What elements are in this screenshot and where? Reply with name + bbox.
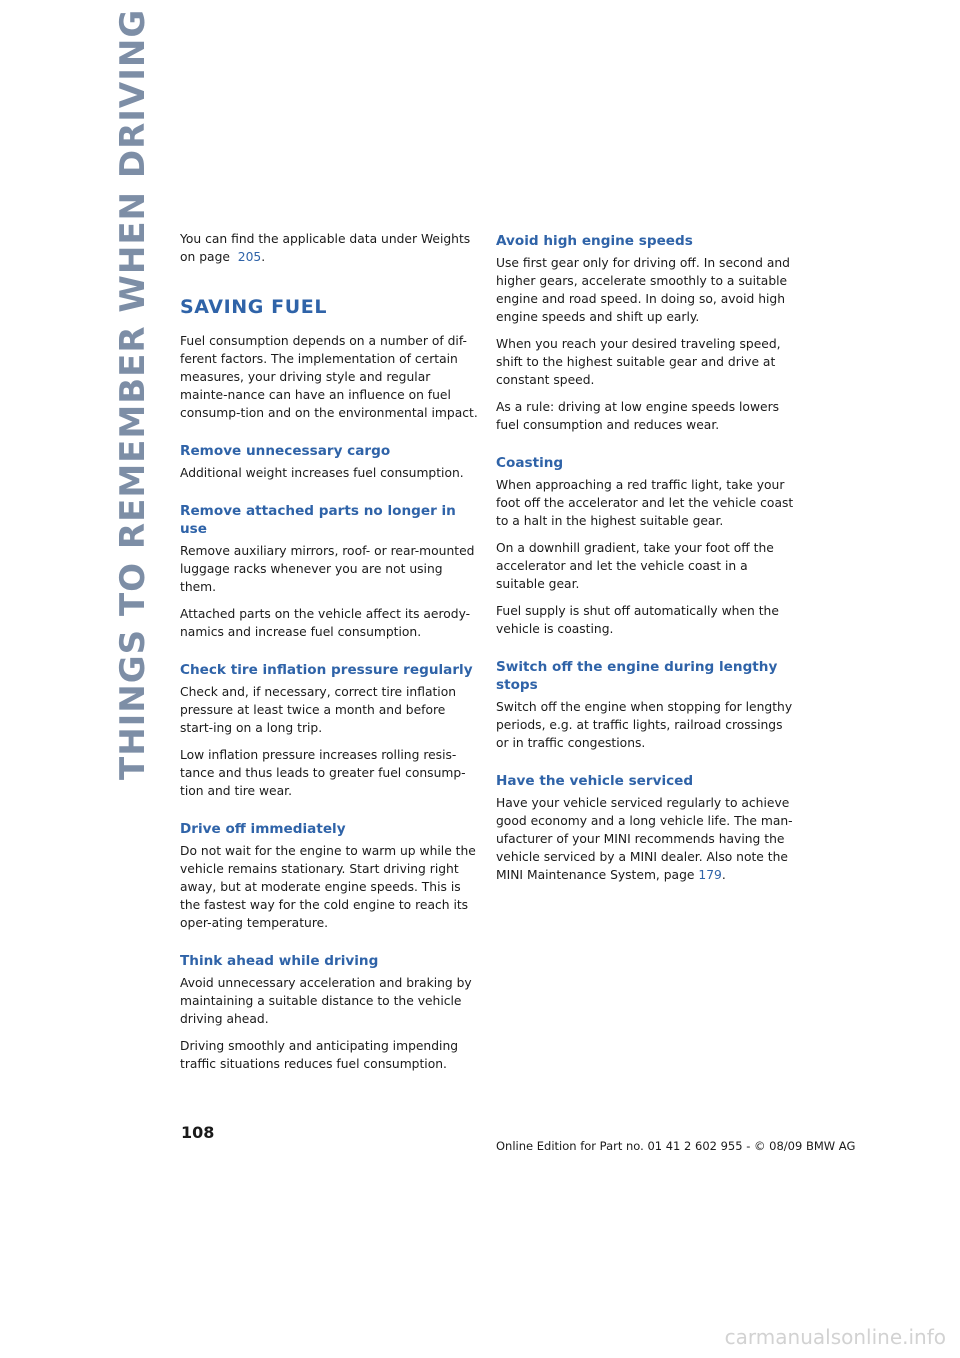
maintenance-end: . xyxy=(721,868,726,882)
heading-remove-cargo: Remove unnecessary cargo xyxy=(180,443,391,459)
page-link-179[interactable]: 179 xyxy=(698,868,722,882)
heading-avoid-high-engine-speeds: Avoid high engine speeds xyxy=(496,233,693,249)
heading-coasting: Coasting xyxy=(496,455,564,471)
heading-drive-off-immediately: Drive off immediately xyxy=(180,821,346,837)
paragraph: Use first gear only for driving off. In second and higher gears, accelerate smoothly to a suitable engine and road speed. In doing so, avoid high engine speeds and shift up early. xyxy=(496,256,790,324)
paragraph: Do not wait for the engine to warm up while the vehicle remains stationary. Start driving right away, but at moderate engine speeds. This is the fastest way for the cold engine to reach its oper-ating temperature. xyxy=(180,844,476,930)
heading-remove-attached-parts: Remove attached parts no longer in use xyxy=(180,503,456,537)
chapter-side-title: THINGS TO REMEMBER WHEN DRIVING xyxy=(113,8,153,780)
heading-think-ahead: Think ahead while driving xyxy=(180,953,379,969)
paragraph: On a downhill gradient, take your foot off the accelerator and let the vehicle coast in a suitable gear. xyxy=(496,541,774,591)
paragraph: Additional weight increases fuel consumption. xyxy=(180,466,464,480)
paragraph: Low inflation pressure increases rolling resis-tance and thus leads to greater fuel consump-tion and tire wear. xyxy=(180,748,466,798)
page-link-205[interactable]: 205 xyxy=(237,250,262,264)
heading-vehicle-serviced: Have the vehicle serviced xyxy=(496,773,694,789)
page-number: 108 xyxy=(181,1123,215,1142)
intro-paragraph xyxy=(180,230,480,266)
maintenance-text: Have your vehicle serviced regularly to achieve good economy and a long vehicle life. The man-ufacturer of your MINI recommends having the vehicle serviced by a MINI dealer. Also note the MINI Maintenance System, page xyxy=(496,796,793,882)
paragraph: Fuel supply is shut off automatically when the vehicle is coasting. xyxy=(496,604,779,636)
paragraph: Attached parts on the vehicle affect its aerody-namics and increase fuel consumption. xyxy=(180,607,471,639)
intro-end: . xyxy=(261,250,266,264)
paragraph: Check and, if necessary, correct tire inflation pressure at least twice a month and before start-ing on a long trip. xyxy=(180,685,457,735)
right-column xyxy=(496,230,796,893)
paragraph-maintenance xyxy=(496,794,796,884)
paragraph: When approaching a red traffic light, take your foot off the accelerator and let the vehicle coast to a halt in the highest suitable gear. xyxy=(496,478,794,528)
paragraph: Avoid unnecessary acceleration and braking by maintaining a suitable distance to the vehicle driving ahead. xyxy=(180,976,472,1026)
section-intro: Fuel consumption depends on a number of dif-ferent factors. The implementation of certain measures, your driving style and regular mainte-nance can have an influence on fuel consump-tion and on the environmental impact. xyxy=(180,334,478,420)
paragraph: Switch off the engine when stopping for lengthy periods, e.g. at traffic lights, railroad crossings or in traffic congestions. xyxy=(496,700,793,750)
intro-text: You can find the applicable data under Weights on page xyxy=(180,232,471,264)
footer-edition-note: Online Edition for Part no. 01 41 2 602 955 - © 08/09 BMW AG xyxy=(496,1139,856,1153)
paragraph: Remove auxiliary mirrors, roof- or rear-mounted luggage racks whenever you are not using them. xyxy=(180,544,475,594)
paragraph: As a rule: driving at low engine speeds lowers fuel consumption and reduces wear. xyxy=(496,400,780,432)
paragraph: Driving smoothly and anticipating impending traffic situations reduces fuel consumption. xyxy=(180,1039,459,1071)
left-column xyxy=(180,230,480,1082)
watermark: carmanualsonline.info xyxy=(724,1325,946,1349)
heading-switch-off-engine: Switch off the engine during lengthy stops xyxy=(496,659,778,693)
paragraph: When you reach your desired traveling speed, shift to the highest suitable gear and drive at constant speed. xyxy=(496,337,781,387)
heading-check-tire-pressure: Check tire inflation pressure regularly xyxy=(180,662,473,678)
section-title-saving-fuel: SAVING FUEL xyxy=(180,296,328,318)
